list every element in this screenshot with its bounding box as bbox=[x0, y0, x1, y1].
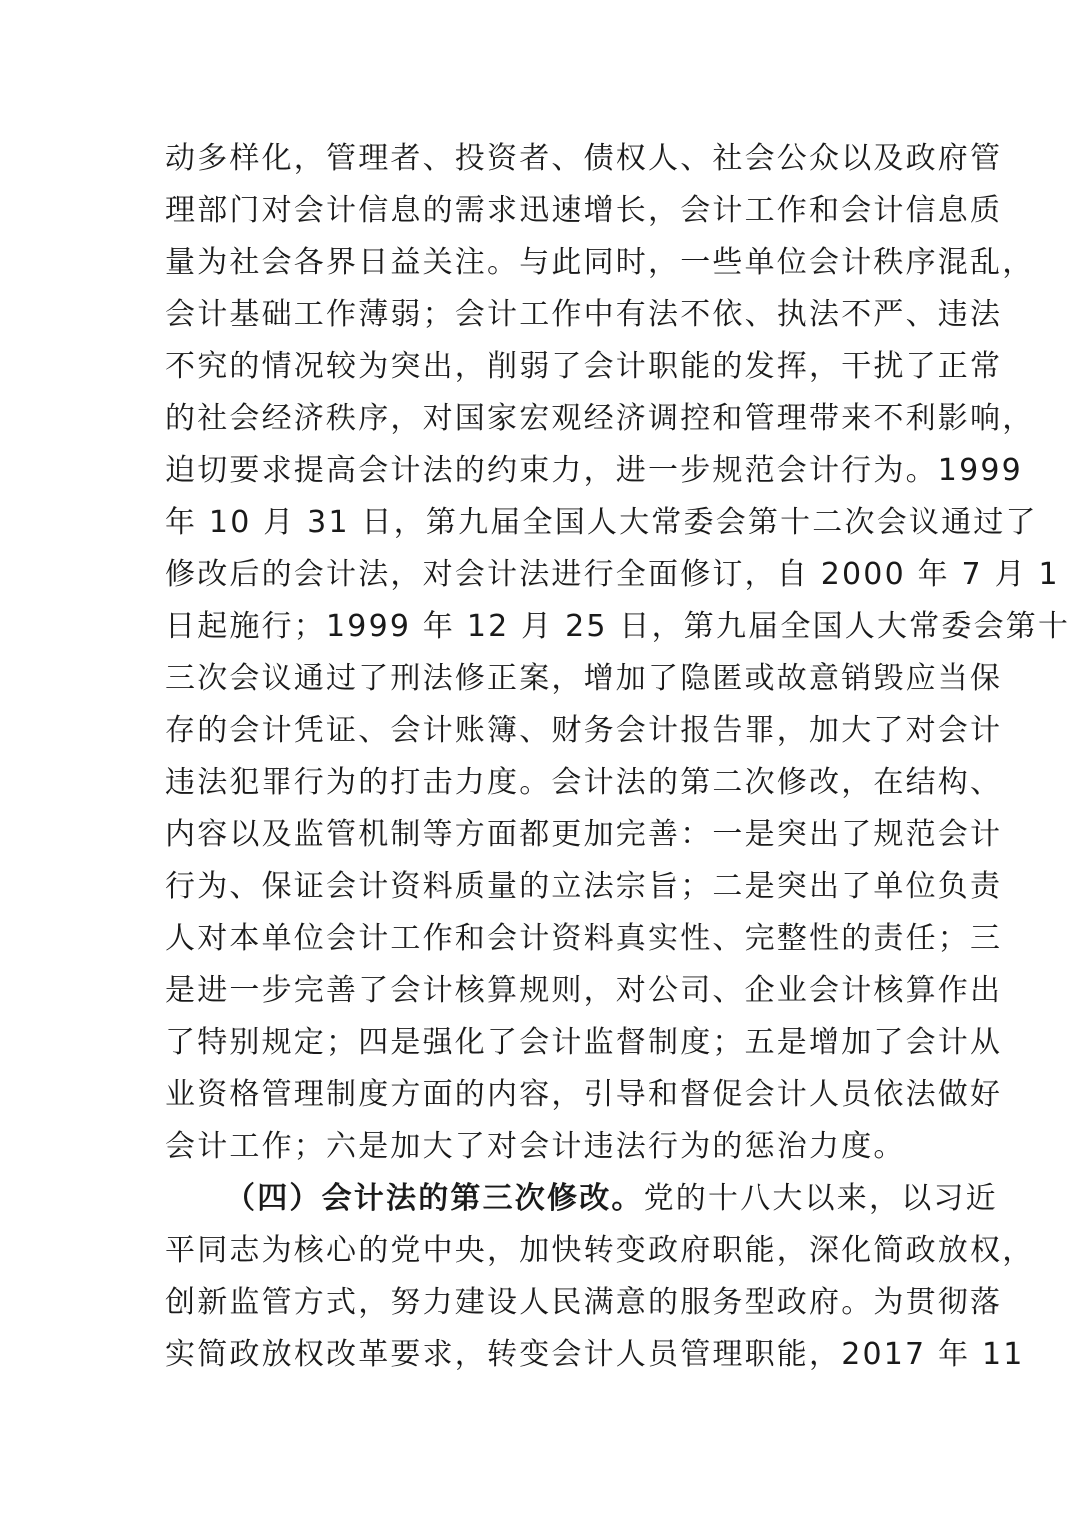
text-line: 了特别规定；四是强化了会计监督制度；五是增加了会计从 bbox=[165, 1025, 1003, 1060]
text-line: 实简政放权改革要求，转变会计人员管理职能，2017 年 11 bbox=[165, 1337, 1025, 1372]
section-heading: （四）会计法的第三次修改。 bbox=[225, 1181, 644, 1216]
text-line: 业资格管理制度方面的内容，引导和督促会计人员依法做好 bbox=[165, 1077, 1003, 1112]
text-line: 年 10 月 31 日，第九届全国人大常委会第十二次会议通过了 bbox=[165, 505, 1038, 540]
text-line: 存的会计凭证、会计账簿、财务会计报告罪，加大了对会计 bbox=[165, 713, 1003, 748]
text-line: 动多样化，管理者、投资者、债权人、社会公众以及政府管 bbox=[165, 141, 1003, 176]
text-line: 行为、保证会计资料质量的立法宗旨；二是突出了单位负责 bbox=[165, 869, 1003, 904]
text-line: 会计基础工作薄弱；会计工作中有法不依、执法不严、违法 bbox=[165, 297, 1003, 332]
text-line: 不究的情况较为突出，削弱了会计职能的发挥，干扰了正常 bbox=[165, 349, 1003, 384]
text-line: 内容以及监管机制等方面都更加完善：一是突出了规范会计 bbox=[165, 817, 1003, 852]
text-line: 理部门对会计信息的需求迅速增长，会计工作和会计信息质 bbox=[165, 193, 1003, 228]
text-line: 违法犯罪行为的打击力度。会计法的第二次修改，在结构、 bbox=[165, 765, 1003, 800]
text-line: 人对本单位会计工作和会计资料真实性、完整性的责任；三 bbox=[165, 921, 1003, 956]
text-line: 的社会经济秩序，对国家宏观经济调控和管理带来不利影响， bbox=[165, 401, 1035, 436]
text-line: 会计工作；六是加大了对会计违法行为的惩治力度。 bbox=[165, 1129, 906, 1164]
text-line: 平同志为核心的党中央，加快转变政府职能，深化简政放权， bbox=[165, 1233, 1035, 1268]
text-line: 三次会议通过了刑法修正案，增加了隐匿或故意销毁应当保 bbox=[165, 661, 1003, 696]
text-line: 修改后的会计法，对会计法进行全面修订，自 2000 年 7 月 1 bbox=[165, 557, 1060, 592]
text-line: 量为社会各界日益关注。与此同时，一些单位会计秩序混乱， bbox=[165, 245, 1035, 280]
text-line: 迫切要求提高会计法的约束力，进一步规范会计行为。1999 bbox=[165, 453, 1023, 488]
text-line: 创新监管方式，努力建设人民满意的服务型政府。为贯彻落 bbox=[165, 1285, 1003, 1320]
section-heading-line bbox=[225, 1180, 998, 1218]
text-line: 是进一步完善了会计核算规则，对公司、企业会计核算作出 bbox=[165, 973, 1003, 1008]
text-line: 日起施行；1999 年 12 月 25 日，第九届全国人大常委会第十 bbox=[165, 609, 1071, 644]
section-text: 党的十八大以来，以习近 bbox=[643, 1181, 998, 1216]
